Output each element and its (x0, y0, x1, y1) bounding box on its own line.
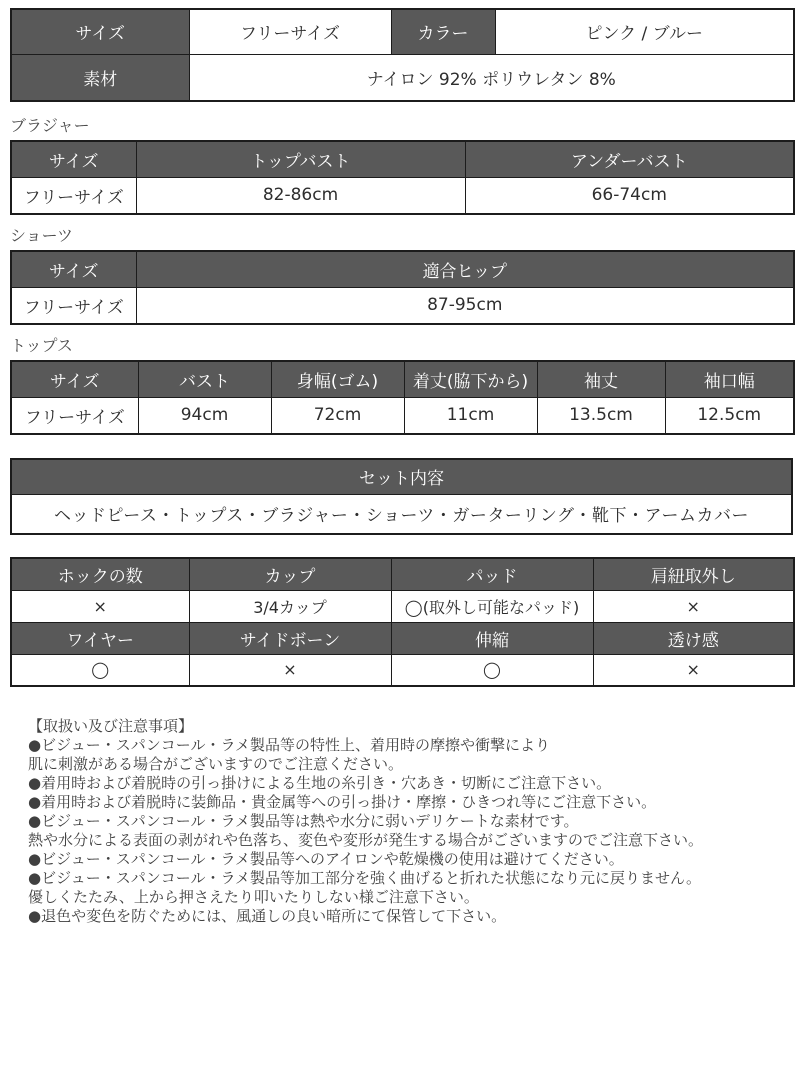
value-cell: ◯ (11, 654, 189, 686)
header-cell: 身幅(ゴム) (271, 361, 404, 397)
size-value-cell: フリーサイズ (189, 9, 391, 54)
summary-table (10, 8, 795, 102)
note-line: ●ビジュー・スパンコール・ラメ製品等へのアイロンや乾燥機の使用は避けてください。 (28, 850, 624, 868)
material-value-cell: ナイロン 92% ポリウレタン 8% (189, 54, 794, 101)
bra-table (10, 140, 795, 215)
value-cell: 72cm (271, 397, 404, 434)
value-cell: × (189, 654, 391, 686)
header-cell: パッド (391, 558, 593, 590)
value-cell: 66-74cm (465, 177, 794, 214)
header-cell: 袖丈 (537, 361, 665, 397)
set-contents-table (10, 458, 793, 535)
value-cell: ◯ (391, 654, 593, 686)
header-cell: 伸縮 (391, 622, 593, 654)
set-contents-value-cell: ヘッドピース・トップス・ブラジャー・ショーツ・ガーターリング・靴下・アームカバー (11, 494, 792, 534)
header-cell: バスト (138, 361, 271, 397)
value-cell: ◯(取外し可能なパッド) (391, 590, 593, 622)
size-header-cell: サイズ (11, 9, 189, 54)
header-cell: ホックの数 (11, 558, 189, 590)
features-table (10, 557, 795, 687)
note-line: ●ビジュー・スパンコール・ラメ製品等は熱や水分に弱いデリケートな素材です。 (28, 812, 579, 830)
note-line: ●着用時および着脱時の引っ掛けによる生地の糸引き・穴あき・切断にご注意下さい。 (28, 774, 612, 792)
header-cell: トップバスト (136, 141, 465, 177)
value-cell: × (11, 590, 189, 622)
header-cell: サイズ (11, 141, 136, 177)
value-cell: × (593, 590, 794, 622)
header-cell: 肩紐取外し (593, 558, 794, 590)
note-line: ●着用時および着脱時に装飾品・貴金属等への引っ掛け・摩擦・ひきつれ等にご注意下さい。 (28, 793, 657, 811)
value-cell: 82-86cm (136, 177, 465, 214)
tops-table (10, 360, 795, 435)
value-cell: 13.5cm (537, 397, 665, 434)
header-cell: カップ (189, 558, 391, 590)
note-line: ●ビジュー・スパンコール・ラメ製品等加工部分を強く曲げると折れた状態になり元に戻りません。 (28, 869, 701, 887)
header-cell: サイドボーン (189, 622, 391, 654)
value-cell: フリーサイズ (11, 287, 136, 324)
value-cell: 12.5cm (665, 397, 794, 434)
shorts-table (10, 250, 795, 325)
notes-heading: 【取扱い及び注意事項】 (28, 717, 194, 735)
shorts-section-label: ショーツ (10, 226, 74, 245)
value-cell: 87-95cm (136, 287, 794, 324)
value-cell: × (593, 654, 794, 686)
note-line: 優しくたたみ、上から押さえたり叩いたりしない様ご注意下さい。 (28, 888, 479, 906)
header-cell: 着丈(脇下から) (404, 361, 537, 397)
value-cell: 94cm (138, 397, 271, 434)
header-cell: 透け感 (593, 622, 794, 654)
note-line: 肌に刺激がある場合がございますのでご注意ください。 (28, 755, 404, 773)
color-value-cell: ピンク / ブルー (495, 9, 794, 54)
value-cell: 3/4カップ (189, 590, 391, 622)
handling-notes (28, 717, 793, 926)
note-line: 熱や水分による表面の剥がれや色落ち、変色や変形が発生する場合がございますのでご注意下さい。 (28, 831, 704, 849)
value-cell: フリーサイズ (11, 177, 136, 214)
tops-section-label: トップス (10, 336, 73, 355)
header-cell: 袖口幅 (665, 361, 794, 397)
header-cell: 適合ヒップ (136, 251, 794, 287)
header-cell: アンダーバスト (465, 141, 794, 177)
note-line: ●退色や変色を防ぐためには、風通しの良い暗所にて保管して下さい。 (28, 907, 507, 925)
header-cell: ワイヤー (11, 622, 189, 654)
color-header-cell: カラー (391, 9, 495, 54)
bra-section-label: ブラジャー (10, 116, 90, 135)
set-contents-header-cell: セット内容 (11, 459, 792, 494)
value-cell: フリーサイズ (11, 397, 138, 434)
header-cell: サイズ (11, 251, 136, 287)
value-cell: 11cm (404, 397, 537, 434)
note-line: ●ビジュー・スパンコール・ラメ製品等の特性上、着用時の摩擦や衝撃により (28, 736, 551, 754)
header-cell: サイズ (11, 361, 138, 397)
material-header-cell: 素材 (11, 54, 189, 101)
